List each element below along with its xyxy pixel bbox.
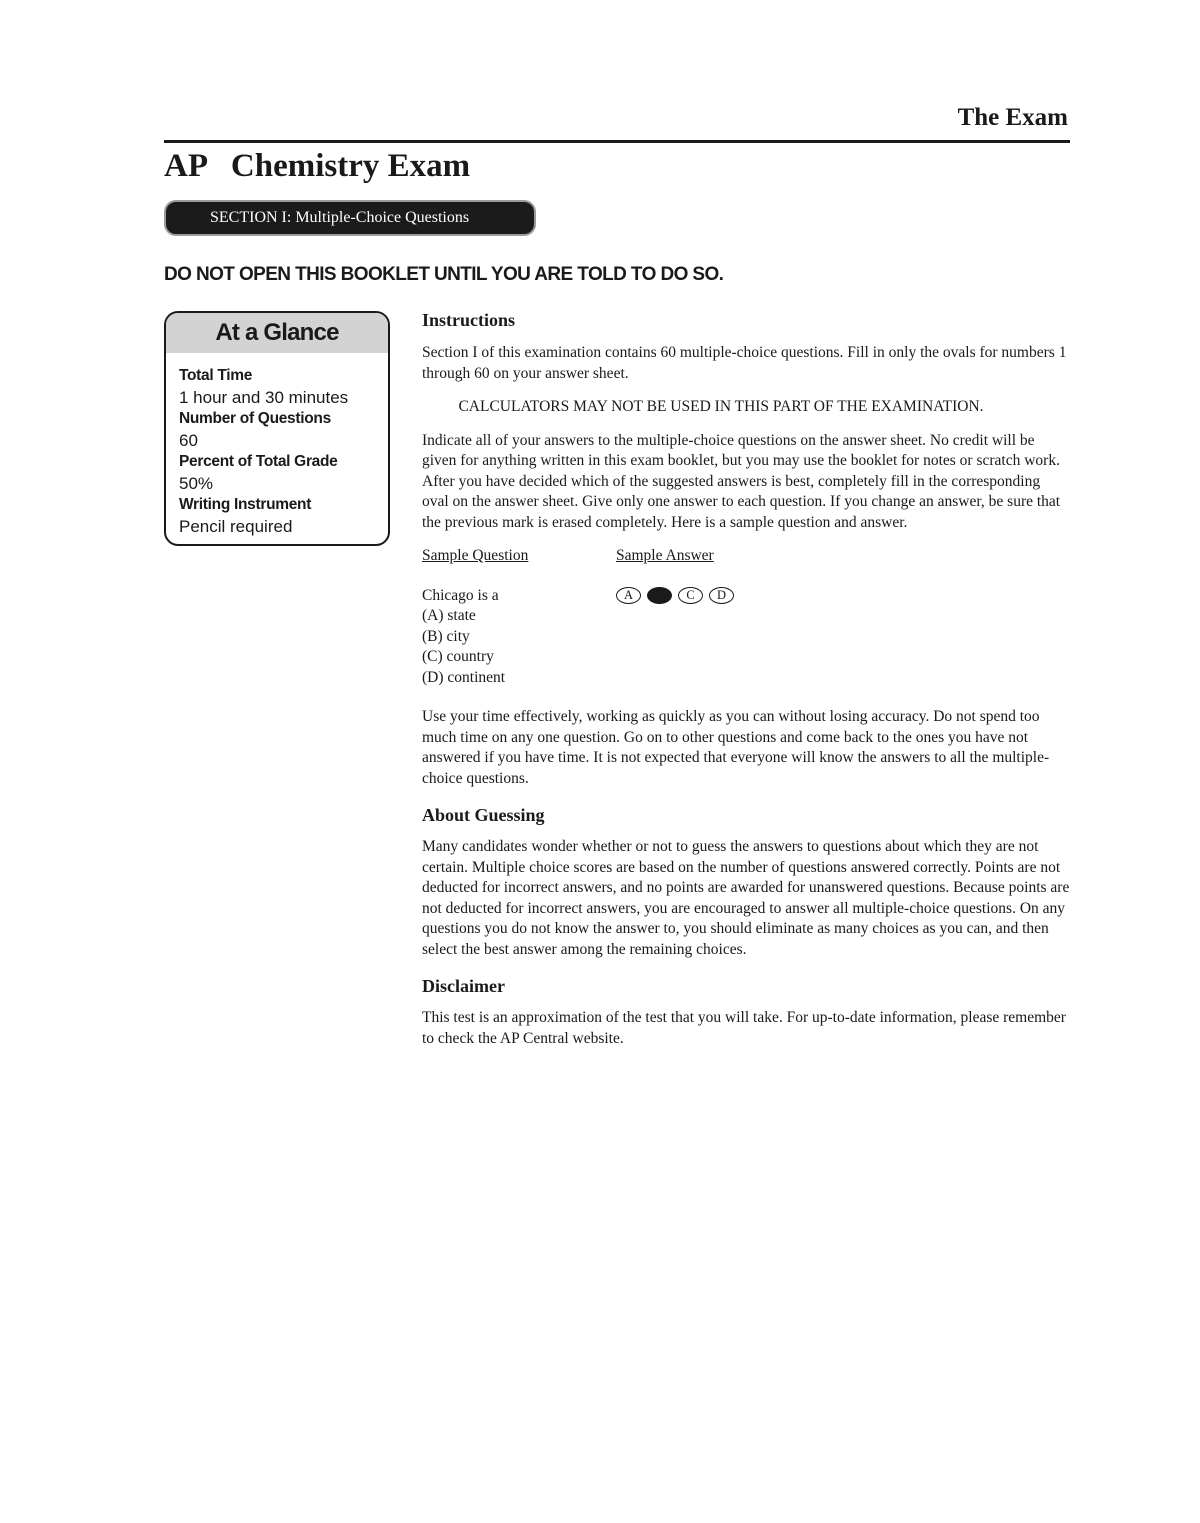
glance-value-percent-grade: 50%: [179, 473, 214, 493]
disclaimer-body: This test is an approximation of the test that you will take. For up-to-date information, please remember to check the AP Central website.: [422, 1009, 1066, 1047]
answer-oval-a: A: [616, 587, 641, 604]
running-head: The Exam: [957, 104, 1068, 131]
sample-question-stem: Chicago is a: [422, 586, 499, 604]
at-a-glance-body: [166, 353, 388, 537]
answer-oval-c: C: [678, 587, 703, 604]
sample-question-label: Sample Question: [422, 547, 529, 564]
glance-label-number-of-questions: Number of Questions: [179, 410, 331, 427]
sample-option: (C) country: [422, 648, 494, 665]
instructions-heading: Instructions: [422, 310, 516, 330]
sample-headers: [422, 546, 1070, 567]
glance-label-percent-grade: Percent of Total Grade: [179, 453, 338, 470]
sample-option: (D) continent: [422, 668, 506, 686]
sample-option: (A) state: [422, 607, 476, 624]
disclaimer-heading: Disclaimer: [422, 976, 505, 996]
warning-notice: DO NOT OPEN THIS BOOKLET UNTIL YOU ARE TOLD TO DO SO.: [164, 264, 724, 285]
sample-answer-ovals: [616, 586, 734, 689]
sample-block: [422, 586, 1070, 689]
glance-label-total-time: Total Time: [179, 367, 253, 384]
section-banner: SECTION I: Multiple-Choice Questions: [164, 200, 536, 236]
answer-oval-b-filled: [647, 587, 672, 604]
sample-question: [422, 586, 616, 689]
at-a-glance-box: [164, 311, 390, 546]
at-a-glance-heading: At a Glance: [166, 313, 388, 353]
header-rule: [164, 140, 1070, 143]
answer-oval-d: D: [709, 587, 734, 604]
instructions-intro: Section I of this examination contains 60 multiple-choice questions. Fill in only the ovals for numbers 1 through 60 on your answer sheet.: [422, 344, 1067, 382]
glance-value-number-of-questions: 60: [179, 430, 198, 450]
time-advice: Use your time effectively, working as quickly as you can without losing accuracy. Do not spend too much time on any one question. Go on to other questions and come back to the ones you have not answered if you have time. It is not expected that everyone will know the answers to all the multiple-choice questions.: [422, 708, 1050, 787]
instructions-details: Indicate all of your answers to the multiple-choice questions on the answer sheet. No credit will be given for anything written in this exam booklet, but you may use the booklet for notes or scratch work. After you have decided which of the suggested answers is best, completely fill in the corresponding oval on the answer sheet. Give only one answer to each question. If you change an answer, be sure that the previous mark is erased completely. Here is a sample question and answer.: [422, 431, 1061, 531]
sample-option: (B) city: [422, 627, 470, 645]
guessing-heading: About Guessing: [422, 805, 545, 825]
calculator-notice: CALCULATORS MAY NOT BE USED IN THIS PART OF THE EXAMINATION.: [458, 398, 984, 415]
glance-label-writing-instrument: Writing Instrument: [179, 496, 312, 513]
main-content: [422, 308, 1070, 1049]
guessing-body: Many candidates wonder whether or not to guess the answers to questions about which they are not certain. Multiple choice scores are based on the number of questions answered correctly. Points are not deducted for incorrect answers, and no points are awarded for unanswered questions. Because points are not deducted for incorrect answers, you are encouraged to answer all multiple-choice questions. On any questions you do not know the answer to, you should eliminate as many choices as you can, and then select the best answer among the remaining choices.: [422, 838, 1070, 958]
sample-answer-label: Sample Answer: [616, 547, 714, 564]
page-title: AP Chemistry Exam: [164, 148, 471, 184]
glance-value-writing-instrument: Pencil required: [179, 516, 293, 536]
glance-value-total-time: 1 hour and 30 minutes: [179, 387, 349, 407]
